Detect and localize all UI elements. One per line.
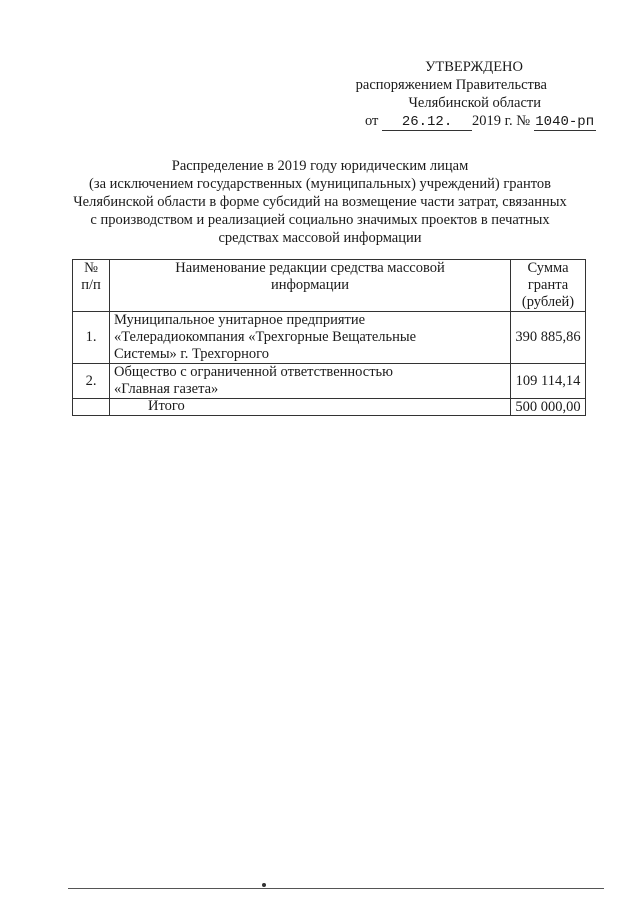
header-num: № п/п	[73, 260, 110, 312]
table-row	[73, 364, 586, 399]
approval-block	[355, 58, 605, 131]
row-sum: 109 114,14	[511, 364, 586, 399]
title-line: Челябинской области в форме субсидий на возмещение части затрат, связанных	[73, 194, 567, 210]
title-line: Распределение в 2019 году юридическим лицам	[171, 158, 469, 174]
document-title	[60, 157, 580, 247]
row-num: 2.	[73, 364, 110, 399]
title-line: (за исключением государственных (муниципальных) учреждений) грантов	[89, 176, 551, 192]
total-sum: 500 000,00	[511, 399, 586, 416]
table-row	[73, 312, 586, 364]
header-sum: Сумма гранта (рублей)	[511, 260, 586, 312]
approval-number-stamp: 1040-рп	[535, 114, 595, 130]
row-num: 1.	[73, 312, 110, 364]
row-name: Общество с ограниченной ответственностью «Главная газета»	[110, 364, 511, 399]
title-line: средствах массовой информации	[218, 230, 422, 246]
approval-date-line	[365, 112, 605, 131]
total-num-cell	[73, 399, 110, 416]
table-total-row	[73, 399, 586, 416]
approval-date-stamp: 26.12.	[382, 115, 472, 131]
table-header-row	[73, 260, 586, 312]
title-line: с производством и реализацией социально значимых проектов в печатных	[90, 212, 550, 228]
approval-order-line: распоряжением Правительства	[355, 77, 547, 93]
grants-table	[72, 259, 586, 416]
approval-year-text: 2019 г. №	[472, 113, 531, 129]
total-label: Итого	[110, 399, 511, 416]
date-prefix: от	[365, 113, 379, 129]
row-name: Муниципальное унитарное предприятие «Телерадиокомпания «Трехгорные Вещательные Системы» г. Трехгорного	[110, 312, 511, 364]
header-name: Наименование редакции средства массовой информации	[110, 260, 511, 312]
page-bottom-divider	[68, 888, 604, 889]
row-sum: 390 885,86	[511, 312, 586, 364]
approved-heading: УТВЕРЖДЕНО	[425, 59, 523, 75]
page-bottom-mark	[262, 883, 266, 887]
approval-region-line: Челябинской области	[408, 95, 541, 111]
